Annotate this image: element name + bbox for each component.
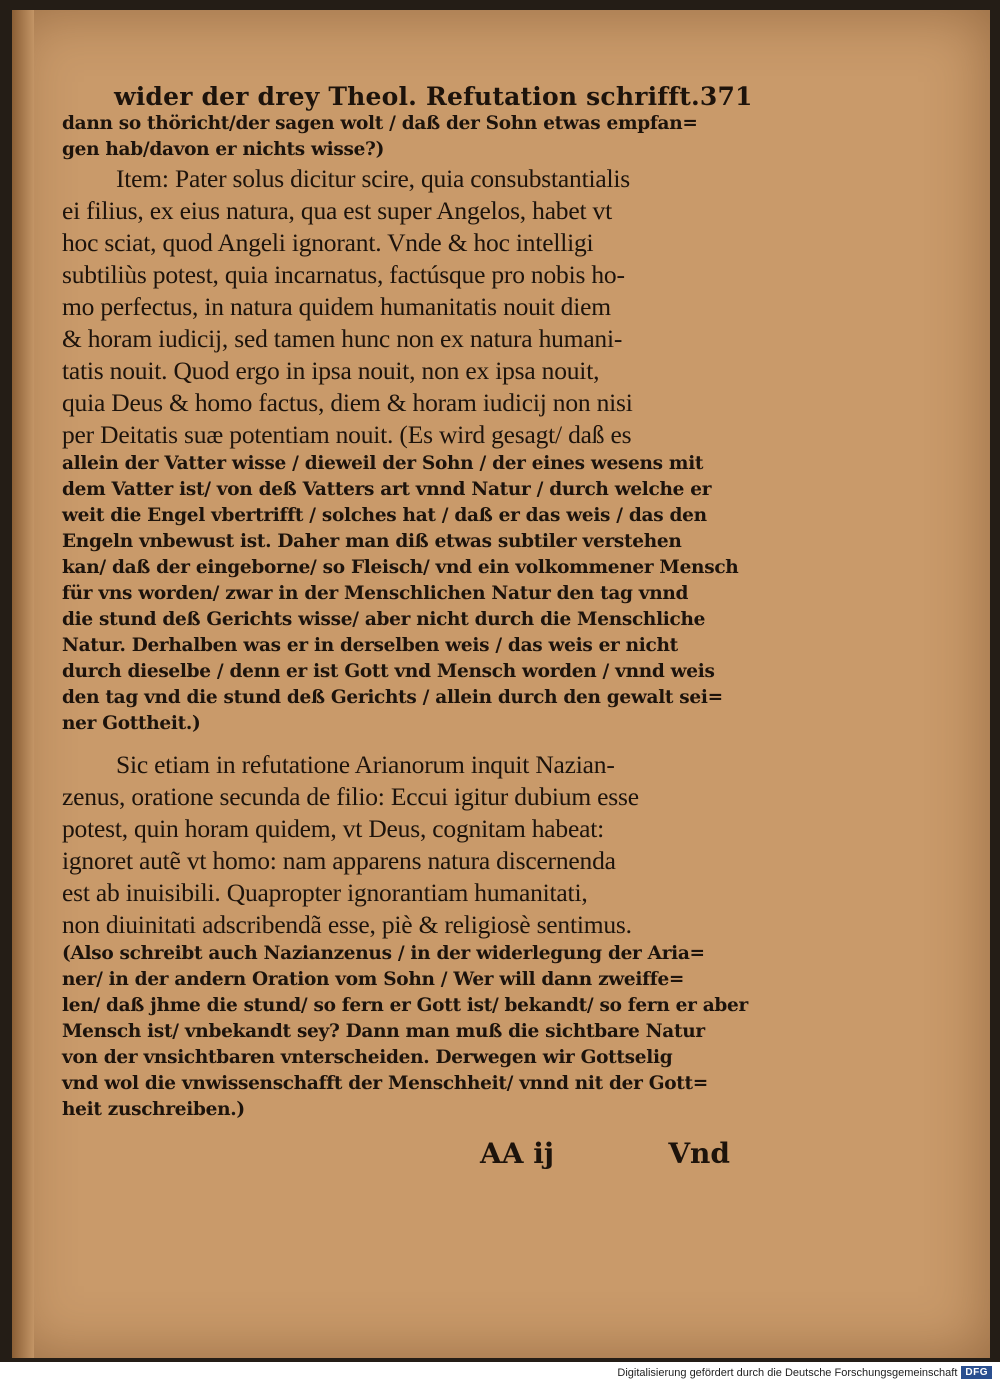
text-line: hoc sciat, quod Angeli ignorant. Vnde & hoc intelligi (62, 228, 594, 257)
text-line: Mensch ist/ vnbekandt sey? Dann man muß die sichtbare Natur (62, 1021, 705, 1042)
text-line: durch dieselbe / denn er ist Gott vnd Mensch worden / vnnd weis (62, 661, 715, 682)
funding-credit (617, 1366, 992, 1379)
text-line: die stund deß Gerichts wisse/ aber nicht durch die Menschliche (62, 609, 706, 630)
text-line: Sic etiam in refutatione Arianorum inquit Nazian- (116, 750, 615, 779)
text-line: non diuinitati adscribendã esse, piè & religiosè sentimus. (62, 910, 632, 939)
text-line: dann so thöricht/der sagen wolt / daß der Sohn etwas empfan= (62, 113, 698, 134)
running-title: wider der drey Theol. Refutation schrifft. (114, 82, 700, 111)
catchword: Vnd (668, 1137, 730, 1170)
text-line: ei filius, ex eius natura, qua est super Angelos, habet vt (62, 196, 612, 225)
text-line: ner Gottheit.) (62, 713, 201, 734)
credit-text: Digitalisierung gefördert durch die Deutsche Forschungsgemeinschaft (617, 1366, 958, 1379)
text-line: für vns worden/ zwar in der Menschlichen Natur den tag vnnd (62, 583, 689, 604)
text-line: len/ daß jhme die stund/ so fern er Gott ist/ bekandt/ so fern er aber (62, 995, 748, 1016)
text-line: subtiliùs potest, quia incarnatus, factúsque pro nobis ho- (62, 260, 625, 289)
page-footer (480, 1137, 730, 1170)
text-line: gen hab/davon er nichts wisse?) (62, 139, 385, 160)
running-head (114, 82, 753, 111)
text-line: per Deitatis suæ potentiam nouit. (Es wird gesagt/ daß es (62, 420, 632, 449)
text-line: Item: Pater solus dicitur scire, quia consubstantialis (116, 164, 630, 193)
page-text-block (62, 82, 753, 1170)
text-line: tatis nouit. Quod ergo in ipsa nouit, non ex ipsa nouit, (62, 356, 600, 385)
text-line: dem Vatter ist/ von deß Vatters art vnnd Natur / durch welche er (62, 479, 712, 500)
page-gutter (12, 10, 34, 1358)
folio-number: 371 (699, 82, 753, 111)
text-line: quia Deus & homo factus, diem & horam iudicij non nisi (62, 388, 633, 417)
text-line: ner/ in der andern Oration vom Sohn / Wer will dann zweiffe= (62, 969, 685, 990)
text-line: kan/ daß der eingeborne/ so Fleisch/ vnd ein volkommener Mensch (62, 557, 739, 578)
text-line: Natur. Derhalben was er in derselben weis / das weis er nicht (62, 635, 678, 656)
text-line: vnd wol die vnwissenschafft der Menschheit/ vnnd nit der Gott= (62, 1073, 708, 1094)
text-line: weit die Engel vbertrifft / solches hat / daß er das weis / das den (62, 505, 707, 526)
text-line: (Also schreibt auch Nazianzenus / in der widerlegung der Aria= (62, 943, 705, 964)
text-line: von der vnsichtbaren vnterscheiden. Derwegen wir Gottselig (62, 1047, 673, 1068)
text-line: Engeln vnbewust ist. Daher man diß etwas subtiler verstehen (62, 531, 682, 552)
text-line: est ab inuisibili. Quapropter ignorantiam humanitati, (62, 878, 588, 907)
text-line: ignoret autẽ vt homo: nam apparens natura discernenda (62, 846, 616, 875)
text-line: heit zuschreiben.) (62, 1099, 245, 1120)
signature-mark: AA ij (480, 1137, 554, 1170)
text-line: & horam iudicij, sed tamen hunc non ex natura humani- (62, 324, 623, 353)
text-line: zenus, oratione secunda de filio: Eccui igitur dubium esse (62, 782, 639, 811)
text-line: mo perfectus, in natura quidem humanitatis nouit diem (62, 292, 611, 321)
body-text (62, 111, 748, 1123)
text-line: potest, quin horam quidem, vt Deus, cognitam habeat: (62, 814, 604, 843)
dfg-logo: DFG (961, 1366, 992, 1379)
text-line: allein der Vatter wisse / dieweil der Sohn / der eines wesens mit (62, 453, 704, 474)
book-page (12, 10, 990, 1358)
text-line: den tag vnd die stund deß Gerichts / allein durch den gewalt sei= (62, 687, 723, 708)
